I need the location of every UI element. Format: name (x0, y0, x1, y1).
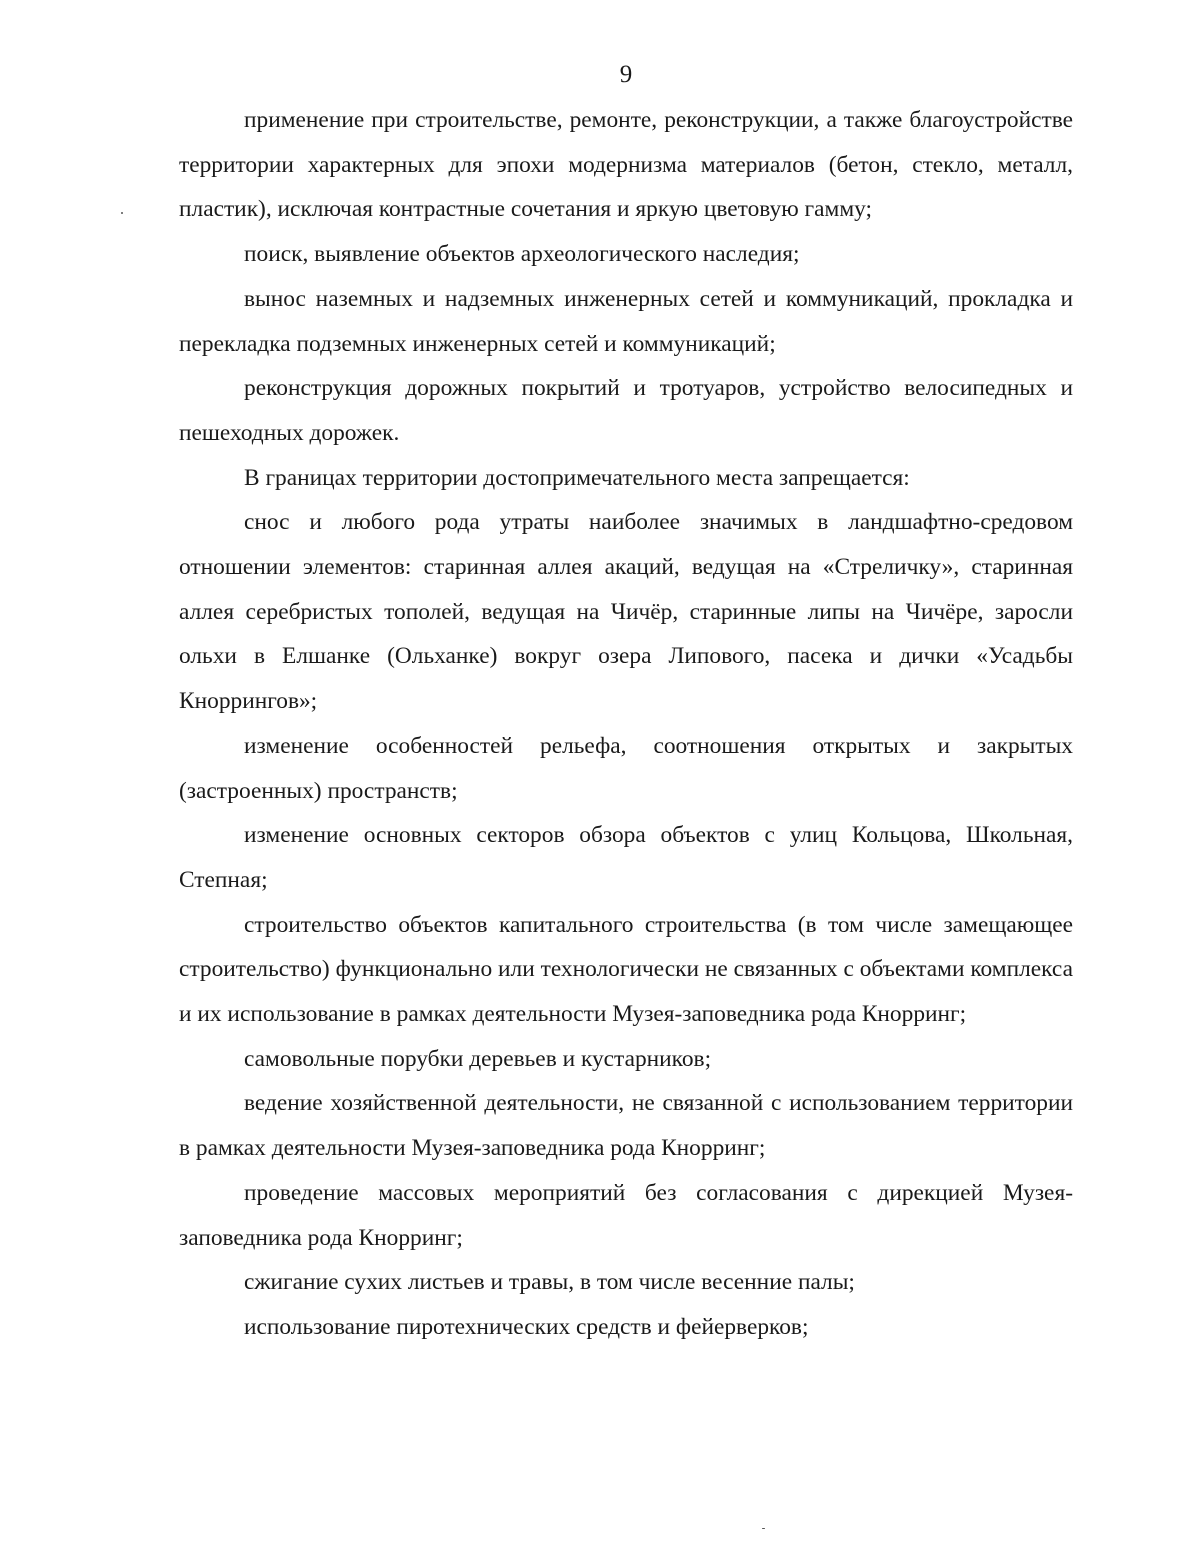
paragraph-view-sectors: изменение основных секторов обзора объектов с улиц Кольцова, Школьная, Степная; (179, 822, 1073, 893)
paragraph-economic-activity: ведение хозяйственной деятельности, не связанной с использованием территории в рамках деятельности Музея-заповедника рода Кнорринг; (179, 1090, 1073, 1162)
paragraph-mass-events: проведение массовых мероприятий без согласования с дирекцией Музея-заповедника рода Кнорринг; (179, 1179, 1073, 1251)
paragraph-utility-networks: вынос наземных и надземных инженерных сетей и коммуникаций, прокладка и перекладка подземных инженерных сетей и коммуникаций; (179, 285, 1073, 357)
paragraph-archaeology-search: поиск, выявление объектов археологического наследия; (244, 241, 800, 268)
page-number: 9 (619, 61, 633, 88)
scan-speck (121, 212, 123, 214)
document-body (179, 98, 1073, 1350)
paragraph-prohibitions-heading: В границах территории достопримечательного места запрещается: (244, 464, 910, 491)
paragraph-road-reconstruction: реконструкция дорожных покрытий и тротуаров, устройство велосипедных и пешеходных дорожек. (179, 375, 1073, 446)
paragraph-landscape-elements: снос и любого рода утраты наиболее значимых в ландшафтно-средовом отношении элементов: старинная аллея акаций, ведущая на «Стреличку», старинная аллея серебристых тополей, ведущая на Чичёр, старинные липы на Чичёре, заросли ольхи в Елшанке (Ольханке) вокруг озера Липового, пасека и дички «Усадьбы Кноррингов»; (179, 509, 1073, 715)
paragraph-tree-felling: самовольные порубки деревьев и кустарников; (244, 1045, 712, 1072)
paragraph-construction-ban: строительство объектов капитального строительства (в том числе замещающее строительство) функционально или технологически не связанных с объектами комплекса и их использование в рамках деятельности Музея-заповедника рода Кнорринг; (179, 911, 1073, 1028)
paragraph-modernism-materials: применение при строительстве, ремонте, реконструкции, а также благоустройстве территории характерных для эпохи модернизма материалов (бетон, стекло, металл, пластик), исключая контрастные сочетания и яркую цветовую гамму; (179, 107, 1073, 223)
paragraph-fireworks: использование пиротехнических средств и фейерверков; (244, 1313, 809, 1340)
paragraph-relief-changes: изменение особенностей рельефа, соотношения открытых и закрытых (застроенных) пространств; (179, 732, 1073, 804)
scan-speck (762, 1528, 765, 1529)
paragraph-burning-grass: сжигание сухих листьев и травы, в том числе весенние палы; (244, 1269, 855, 1296)
